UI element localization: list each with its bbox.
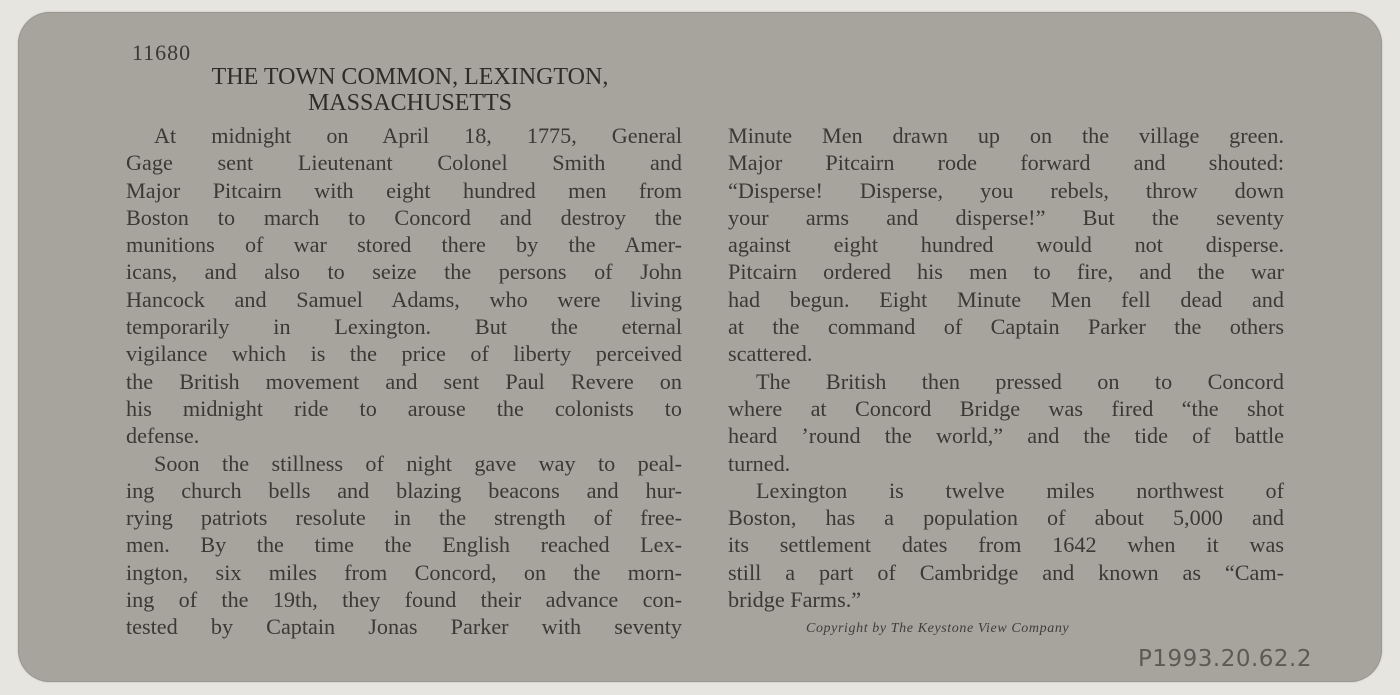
title-line-1: THE TOWN COMMON, LEXINGTON, — [211, 64, 609, 90]
text-line: munitions of war stored there by the Amer- — [126, 232, 682, 258]
text-line: Major Pitcairn with eight hundred men from — [126, 177, 682, 203]
catalog-number: 11680 — [132, 40, 192, 65]
text-line: still a part of Cambridge and known as “Cam- — [728, 559, 1284, 585]
text-line: temporarily in Lexington. But the eternal — [126, 314, 682, 340]
text-line: “Disperse! Disperse, you rebels, throw down — [728, 177, 1284, 203]
card-title — [110, 64, 710, 116]
text-line: Pitcairn ordered his men to fire, and the war — [728, 259, 1284, 285]
text-line: his midnight ride to arouse the colonists to — [126, 395, 682, 421]
text-line: scattered. — [728, 341, 813, 367]
text-line: ington, six miles from Concord, on the morn- — [126, 559, 682, 585]
copyright-notice: Copyright by The Keystone View Company — [806, 621, 1070, 636]
text-line: Major Pitcairn rode forward and shouted: — [728, 150, 1284, 176]
text-line: rying patriots resolute in the strength of free- — [126, 505, 682, 531]
text-line: icans, and also to seize the persons of John — [126, 259, 682, 285]
text-line: your arms and disperse!” But the seventy — [728, 204, 1284, 230]
text-line: defense. — [126, 423, 200, 449]
text-line: Boston to march to Concord and destroy the — [126, 204, 682, 230]
text-line: had begun. Eight Minute Men fell dead and — [728, 286, 1284, 312]
text-line: Lexington is twelve miles northwest of — [756, 477, 1284, 503]
text-line: ing of the 19th, they found their advance con- — [126, 587, 682, 613]
text-line: Hancock and Samuel Adams, who were living — [126, 286, 682, 312]
text-line: the British movement and sent Paul Revere on — [126, 368, 682, 394]
left-text-column — [126, 122, 682, 641]
text-line: at the command of Captain Parker the others — [728, 314, 1284, 340]
text-line: Minute Men drawn up on the village green. — [728, 123, 1284, 148]
text-line: against eight hundred would not disperse. — [728, 232, 1284, 258]
text-line: At midnight on April 18, 1775, General — [154, 123, 682, 148]
inventory-number: P1993.20.62.2 — [1138, 646, 1313, 672]
text-line: men. By the time the English reached Lex- — [126, 532, 682, 558]
text-line: bridge Farms.” — [728, 587, 862, 613]
title-line-2: MASSACHUSETTS — [307, 90, 513, 116]
text-line: its settlement dates from 1642 when it was — [728, 532, 1284, 558]
text-line: where at Concord Bridge was fired “the shot — [728, 395, 1284, 421]
text-line: Boston, has a population of about 5,000 and — [728, 505, 1284, 531]
right-text-column — [728, 122, 1284, 613]
text-line: Soon the stillness of night gave way to peal- — [154, 450, 682, 476]
text-line: vigilance which is the price of liberty perceived — [126, 341, 682, 367]
text-line: turned. — [728, 450, 791, 476]
text-line: ing church bells and blazing beacons and hur- — [126, 477, 682, 503]
text-line: The British then pressed on to Concord — [756, 368, 1284, 394]
text-line: tested by Captain Jonas Parker with seventy — [126, 614, 682, 640]
text-line: Gage sent Lieutenant Colonel Smith and — [126, 150, 682, 176]
text-line: heard ’round the world,” and the tide of battle — [728, 423, 1284, 449]
